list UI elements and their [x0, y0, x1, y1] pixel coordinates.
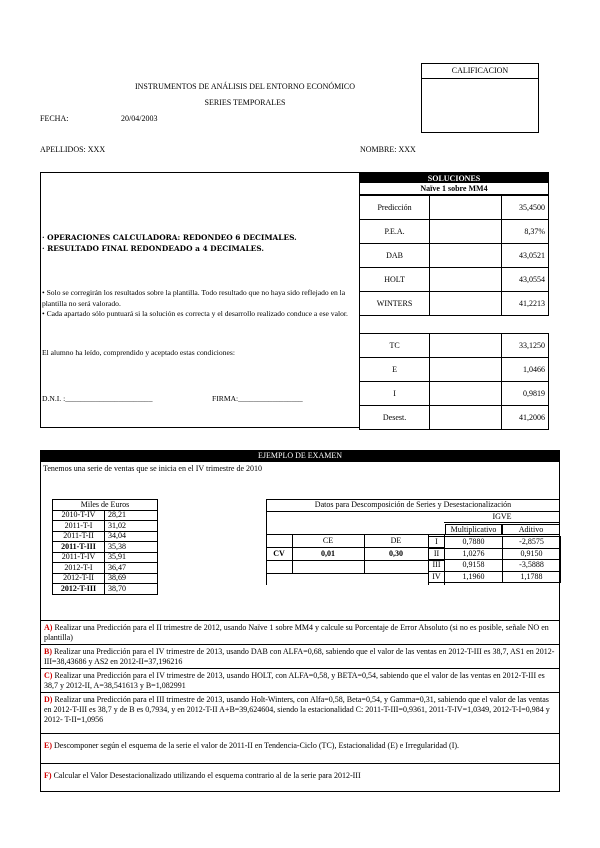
solution-row	[360, 220, 549, 244]
surname-field: APELLIDOS: XXX	[40, 145, 106, 154]
sales-period: 2010-T-IV	[53, 510, 105, 521]
solution-value: 1,0466	[502, 358, 549, 382]
additive-label: Aditivo	[502, 524, 560, 535]
signature-field: FIRMA:_________________	[212, 394, 303, 403]
date-value: 20/04/2003	[121, 114, 158, 123]
additive-value: -3,5888	[503, 560, 561, 572]
additive-value: 0,9150	[503, 548, 561, 560]
solution-label: Predicción	[360, 196, 430, 220]
solution-row	[360, 196, 549, 220]
solution-value: 33,1250	[502, 334, 549, 358]
sales-value: 38,70	[105, 584, 158, 595]
agreement-text: El alumno ha leído, comprendido y aceptado estas condiciones:	[42, 348, 235, 357]
note-template: • Solo se corregirán los resultados sobre la plantilla. Todo resultado que no haya sido reflejado en la plantilla no será valorado.	[42, 288, 346, 308]
solution-answer-cell[interactable]	[430, 382, 502, 406]
question-item	[40, 669, 560, 693]
doc-subtitle: SERIES TEMPORALES	[204, 98, 286, 107]
question-letter: A)	[44, 623, 53, 632]
solution-answer-cell[interactable]	[430, 334, 502, 358]
solutions-panel	[359, 172, 549, 316]
sales-period: 2011-T-III	[53, 542, 105, 553]
de-label: DE	[390, 536, 402, 545]
quarter-label: IV	[429, 571, 445, 583]
multiplicative-label: Multiplicativo	[445, 524, 502, 535]
solution-row	[360, 292, 549, 316]
cv-de-value: 0,30	[389, 549, 403, 558]
sales-period: 2012-T-II	[53, 573, 105, 584]
solution-answer-cell[interactable]	[430, 268, 502, 292]
sales-row	[53, 542, 158, 553]
additive-value: 1,1788	[503, 571, 561, 583]
ce-label: CE	[322, 536, 334, 545]
sales-value: 31,02	[105, 521, 158, 532]
solution-label: HOLT	[360, 268, 430, 292]
decomp-rule-cv-top	[266, 547, 444, 548]
question-text: Descomponer según el esquema de la serie el valor de 2011-II en Tendencia-Ciclo (TC), Estacionalidad (E) e Irregularidad (I).	[54, 741, 460, 750]
example-title: EJEMPLO DE EXAMEN	[40, 450, 560, 461]
solution-value: 41,2213	[502, 292, 549, 316]
quarter-label: I	[429, 537, 445, 549]
solution-value: 43,0554	[502, 268, 549, 292]
solution-value: 0,9819	[502, 382, 549, 406]
question-letter: C)	[44, 671, 53, 680]
note-scoring: • Cada apartado sólo puntuará si la solución es correcta y el desarrollo realizado conduce a ese valor.	[42, 309, 348, 318]
question-item	[40, 693, 560, 734]
question-text: Realizar una Predicción para el III trimestre de 2013, usando Holt-Winters, con Alfa=0,58, Beta=0,54, y Gamma=0,31, sabiendo que el valor de las ventas en 2012-T-III es 38,7 y de B es 0,7934, y en 2012-T-II A+B=39,624604, siendo la estacionalidad C: 2011-T-III=0,9361, 2011-T-IV=1,0349, 2012-T-I=0,984 y 2012- T-II=1,0956	[44, 695, 550, 724]
question-letter: B)	[44, 647, 52, 656]
sales-value: 35,38	[105, 542, 158, 553]
question-text: Realizar una Predicción para el IV trimestre de 2013, usando DAB con ALFA=0,68, sabiendo que el valor de las ventas en 2012-T-III es 38,7, AS1 en 2012-III=38,43686 y AS2 en 2012-II=37,196216	[44, 647, 555, 666]
sales-row	[53, 552, 158, 563]
sales-period: 2011-T-II	[53, 531, 105, 542]
solution-label: E	[360, 358, 430, 382]
solution-answer-cell[interactable]	[430, 244, 502, 268]
sales-table	[52, 499, 158, 595]
solutions-table-1	[359, 195, 549, 316]
question-text: Realizar una Predicción para el IV trimestre de 2013, usando HOLT, con ALFA=0,58, y BETA=0,54, sabiendo que el valor de las ventas en 2012-T-III es 38,7 y 2012-II, A=38,541613 y B=1,082991	[44, 671, 545, 690]
solutions-subtitle: Naïve 1 sobre MM4	[359, 183, 549, 195]
grade-box	[421, 63, 539, 133]
solution-value: 35,4500	[502, 196, 549, 220]
sales-period: 2012-T-III	[53, 584, 105, 595]
sales-value: 35,91	[105, 552, 158, 563]
sales-period: 2012-T-I	[53, 563, 105, 574]
igve-rule	[444, 522, 560, 523]
solution-label: I	[360, 382, 430, 406]
additive-value: -2,8575	[503, 537, 561, 549]
doc-title: INSTRUMENTOS DE ANÁLISIS DEL ENTORNO ECONÓMICO	[134, 82, 356, 91]
solution-answer-cell[interactable]	[430, 358, 502, 382]
notes	[42, 288, 354, 320]
example-intro: Tenemos una serie de ventas que se inicia en el IV trimestre de 2010	[43, 464, 262, 473]
igve-label: IGVE	[492, 512, 512, 521]
solution-label: TC	[360, 334, 430, 358]
sales-value: 28,21	[105, 510, 158, 521]
date-label: FECHA:	[40, 114, 69, 123]
solution-value: 41,2006	[502, 406, 549, 430]
multiplicative-value: 1,1960	[445, 571, 503, 583]
quarter-label: II	[429, 548, 445, 560]
calc-rules	[42, 232, 352, 254]
solution-answer-cell[interactable]	[430, 406, 502, 430]
question-letter: E)	[44, 741, 52, 750]
sales-row	[53, 521, 158, 532]
igve-row	[429, 537, 561, 549]
multiplicative-value: 0,9158	[445, 560, 503, 572]
sales-value: 38,69	[105, 573, 158, 584]
solution-label: P.E.A.	[360, 220, 430, 244]
question-item	[40, 734, 560, 764]
grade-label: CALIFICACION	[422, 64, 538, 79]
solution-row	[360, 244, 549, 268]
solution-answer-cell[interactable]	[430, 196, 502, 220]
solutions-title: SOLUCIONES	[359, 172, 549, 183]
rule-decimals-ops: · OPERACIONES CALCULADORA: REDONDEO 6 DECIMALES.	[42, 233, 297, 242]
igve-table	[428, 536, 561, 583]
igve-row	[429, 571, 561, 583]
sales-period: 2011-T-IV	[53, 552, 105, 563]
question-item	[40, 621, 560, 645]
solution-row	[360, 382, 549, 406]
question-item	[40, 645, 560, 669]
cv-label: CV	[273, 549, 285, 558]
sales-row	[53, 531, 158, 542]
name-field: NOMBRE: XXX	[360, 145, 416, 154]
solutions-panel-2	[359, 333, 549, 430]
igve-row	[429, 560, 561, 572]
decomp-rule-cv-bottom	[266, 560, 444, 561]
sales-row	[53, 510, 158, 521]
question-letter: F)	[44, 771, 52, 780]
decomp-title: Datos para Descomposición de Series y Desestacionalización	[314, 500, 512, 509]
sales-value: 34,04	[105, 531, 158, 542]
question-text: Calcular el Valor Desestacionalizado utilizando el esquema contrario al de la serie para 2012-III	[53, 771, 361, 780]
decomp-rule-bottom	[266, 573, 428, 574]
solution-row	[360, 406, 549, 430]
igve-row	[429, 548, 561, 560]
question-text: Realizar una Predicción para el II trimestre de 2012, usando Naïve 1 sobre MM4 y calcule su Porcentaje de Error Absoluto (si no es posible, señale NO en plantilla)	[44, 623, 549, 642]
solution-row	[360, 334, 549, 358]
solution-answer-cell[interactable]	[430, 220, 502, 244]
solution-row	[360, 358, 549, 382]
multiplicative-value: 1,0276	[445, 548, 503, 560]
question-item	[40, 764, 560, 792]
sales-value: 36,47	[105, 563, 158, 574]
sales-row	[53, 584, 158, 595]
solution-value: 43,0521	[502, 244, 549, 268]
solution-answer-cell[interactable]	[430, 292, 502, 316]
solution-label: DAB	[360, 244, 430, 268]
sales-row	[53, 563, 158, 574]
solution-label: Desest.	[360, 406, 430, 430]
cv-ce-value: 0,01	[321, 549, 335, 558]
sales-row	[53, 573, 158, 584]
quarter-label: III	[429, 560, 445, 572]
solution-row	[360, 268, 549, 292]
sales-header: Miles de Euros	[53, 500, 158, 511]
dni-field: D.N.I. :_______________________	[42, 394, 153, 403]
solution-label: WINTERS	[360, 292, 430, 316]
solution-value: 8,37%	[502, 220, 549, 244]
question-letter: D)	[44, 695, 53, 704]
sales-period: 2011-T-I	[53, 521, 105, 532]
solutions-table-2	[359, 333, 549, 430]
rule-decimals-result: · RESULTADO FINAL REDONDEADO a 4 DECIMALES.	[42, 244, 264, 253]
multiplicative-value: 0,7880	[445, 537, 503, 549]
